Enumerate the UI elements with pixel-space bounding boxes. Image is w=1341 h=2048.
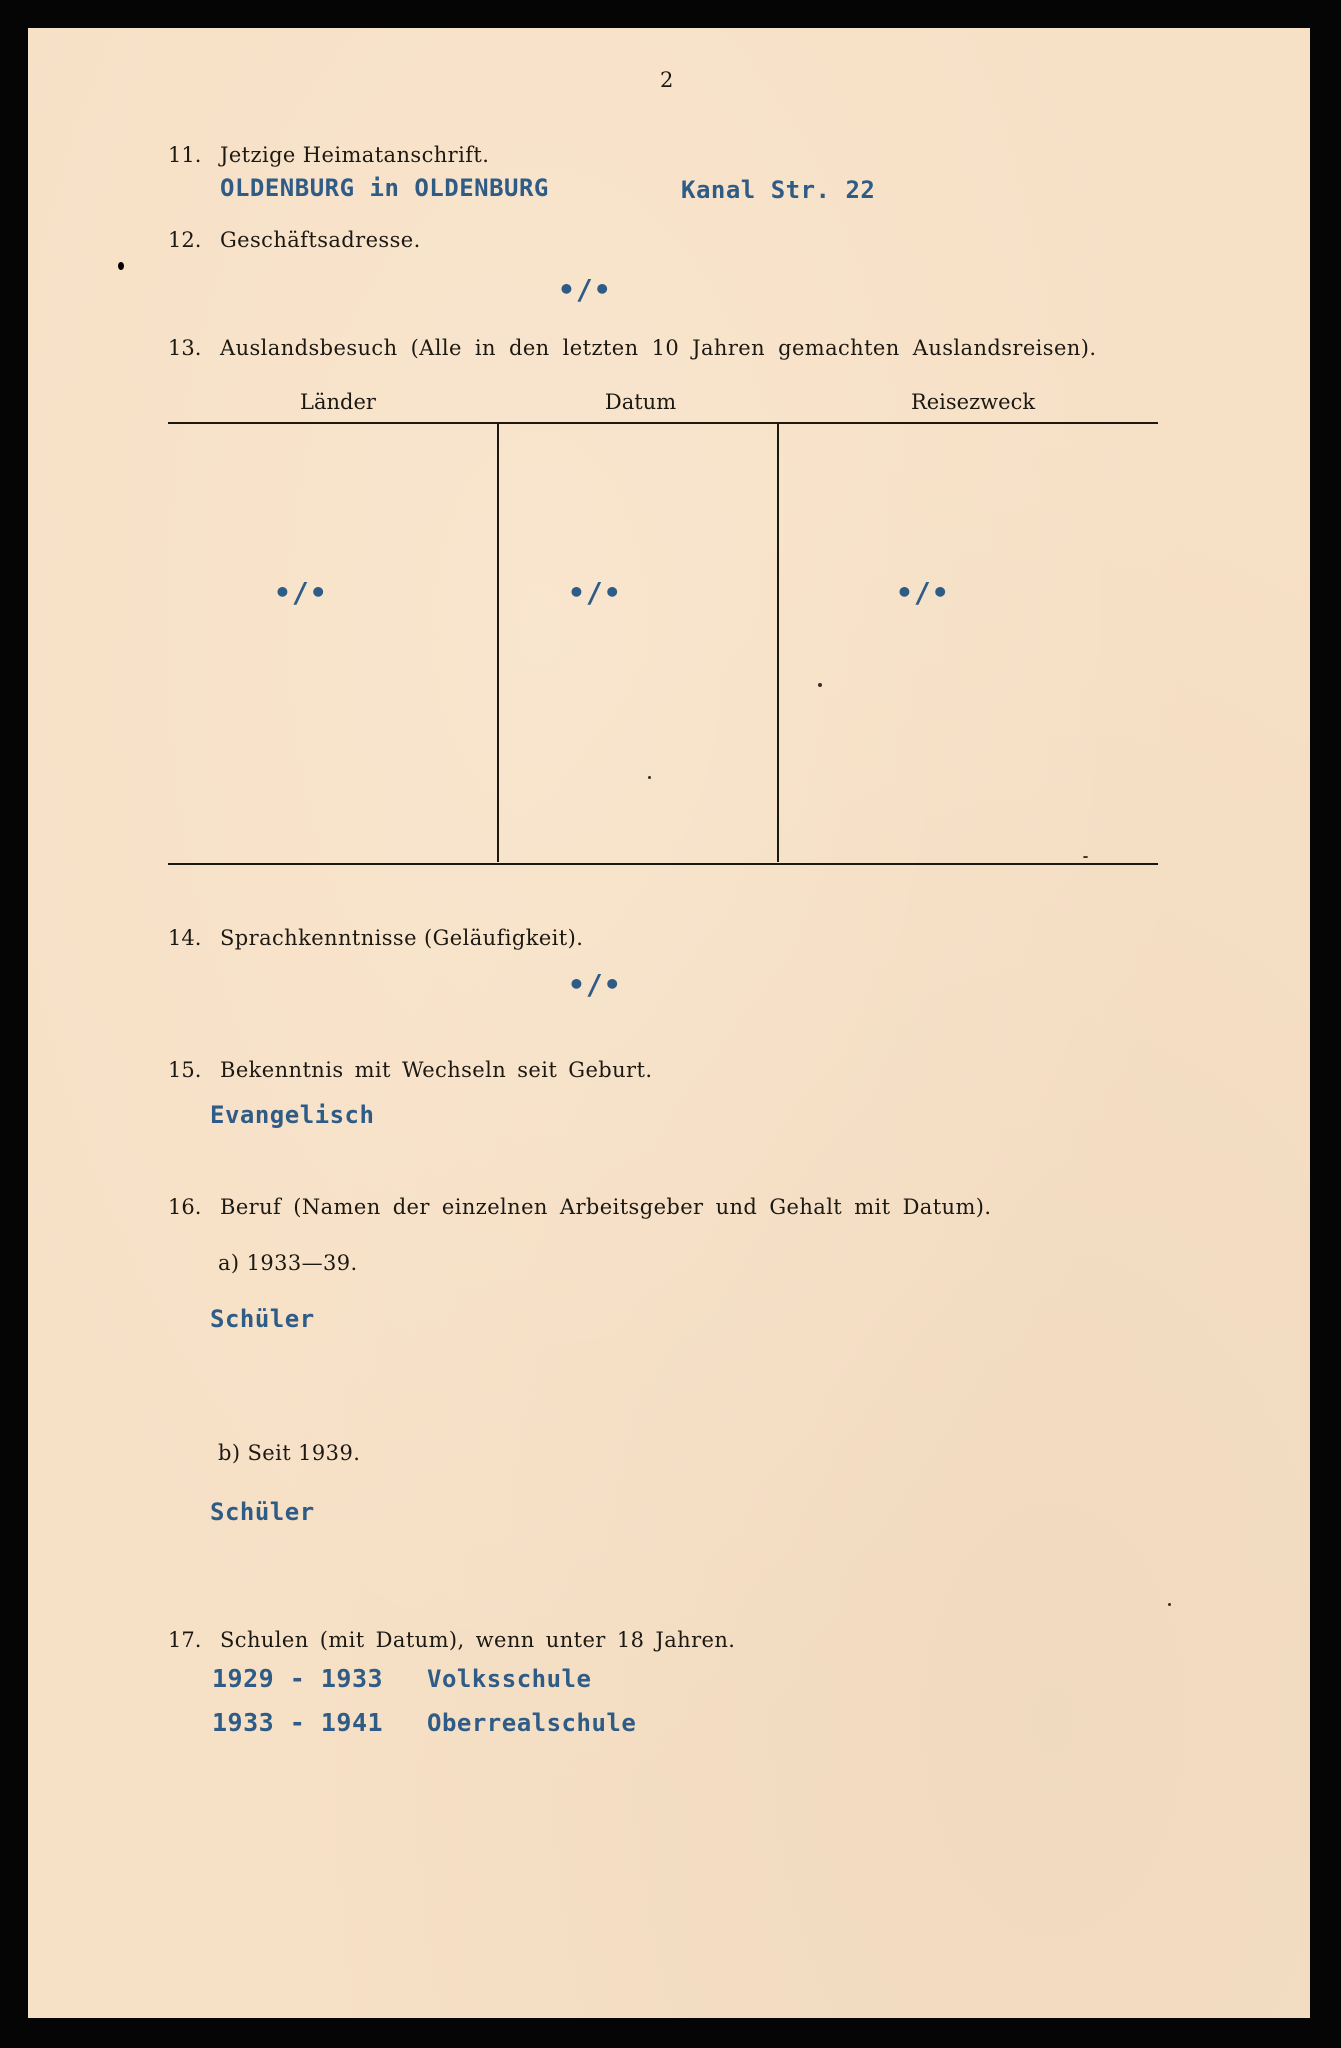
- q16a-value-typed: Schüler: [210, 1305, 315, 1333]
- laender-value-typed: •/•: [274, 576, 328, 609]
- column-header-reisezweck: Reisezweck: [910, 390, 1036, 414]
- q14-value-typed: •/•: [568, 968, 622, 1001]
- table-top-rule: [168, 422, 1158, 424]
- table-divider-1: [497, 424, 499, 862]
- q15-value-typed: Evangelisch: [210, 1101, 375, 1129]
- q14-number: 14.: [168, 926, 202, 950]
- q17-school-1-typed: Volksschule: [427, 1665, 592, 1693]
- q15-label: Bekenntnis mit Wechseln seit Geburt.: [220, 1058, 653, 1082]
- q13-number: 13.: [168, 336, 202, 360]
- q12-number: 12.: [168, 228, 202, 252]
- q17-number: 17.: [168, 1628, 202, 1652]
- q16b-label: b) Seit 1939.: [218, 1441, 361, 1465]
- q15-number: 15.: [168, 1058, 202, 1082]
- q12-label: Geschäftsadresse.: [220, 228, 421, 252]
- paper-speck: [818, 683, 822, 687]
- column-header-laender: Länder: [300, 390, 376, 414]
- q17-label: Schulen (mit Datum), wenn unter 18 Jahren.: [220, 1628, 736, 1652]
- q14-label: Sprachkenntnisse (Geläufigkeit).: [220, 926, 584, 950]
- column-header-datum: Datum: [604, 390, 677, 414]
- q17-years-1-typed: 1929 - 1933: [212, 1664, 384, 1693]
- q11-number: 11.: [168, 143, 202, 167]
- q16b-value-typed: Schüler: [210, 1498, 315, 1526]
- q11-label: Jetzige Heimatanschrift.: [220, 143, 490, 167]
- q16a-label: a) 1933—39.: [218, 1251, 358, 1275]
- paper-speck: [1168, 1603, 1171, 1606]
- q17-years-2-typed: 1933 - 1941: [212, 1708, 384, 1737]
- document-page: [28, 28, 1310, 2018]
- q11-city-typed: OLDENBURG in OLDENBURG: [220, 174, 549, 202]
- q17-school-2-typed: Oberrealschule: [427, 1709, 637, 1737]
- paper-speck: [648, 776, 651, 779]
- table-divider-2: [777, 424, 779, 862]
- paper-speck: [1083, 856, 1088, 858]
- q12-value-typed: •/•: [558, 273, 612, 306]
- table-bottom-rule: [168, 863, 1158, 865]
- reisezweck-value-typed: •/•: [896, 576, 950, 609]
- q13-label: Auslandsbesuch (Alle in den letzten 10 Jahren gemachten Auslandsreisen).: [220, 336, 1097, 360]
- border-speck: [118, 262, 124, 270]
- datum-value-typed: •/•: [568, 576, 622, 609]
- page-number: 2: [660, 68, 674, 92]
- q16-label: Beruf (Namen der einzelnen Arbeitsgeber und Gehalt mit Datum).: [220, 1195, 992, 1219]
- q11-street-typed: Kanal Str. 22: [681, 176, 876, 204]
- q16-number: 16.: [168, 1195, 202, 1219]
